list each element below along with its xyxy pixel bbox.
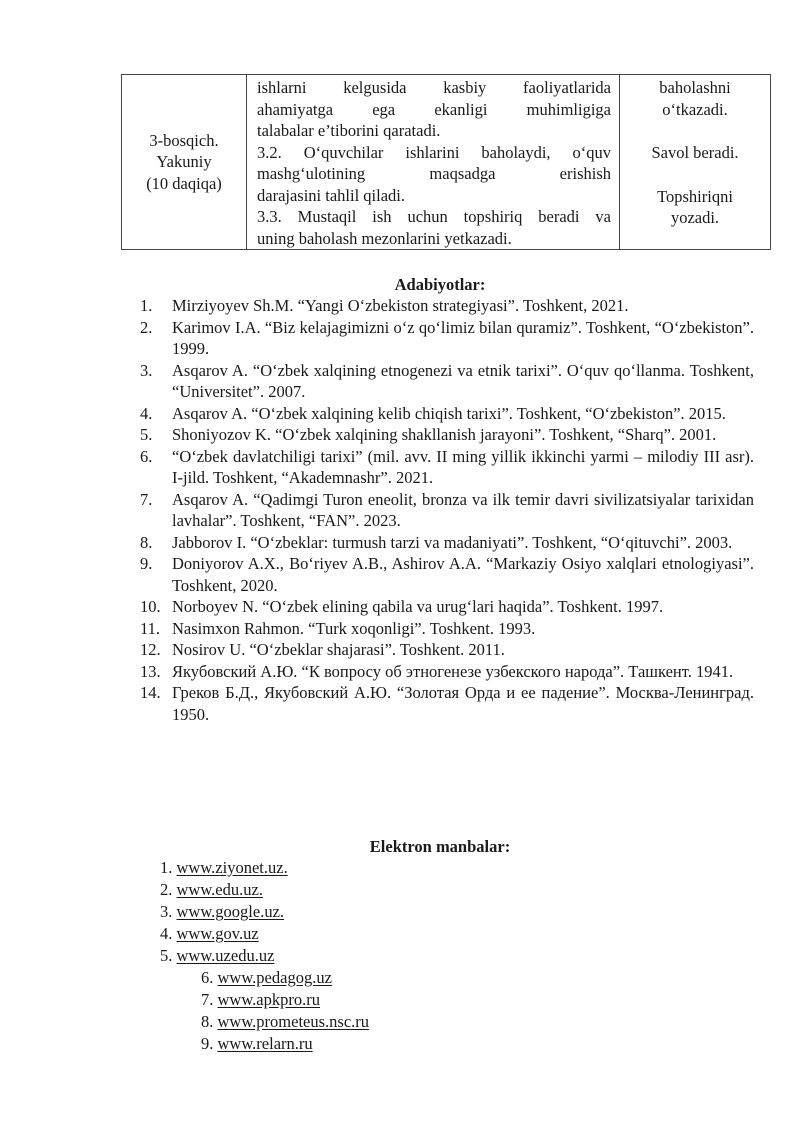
web-link[interactable]: www.relarn.ru — [217, 1034, 313, 1053]
list-item — [160, 945, 288, 967]
list-item — [201, 1033, 369, 1055]
student-line: baholashni — [659, 78, 731, 97]
electronic-sources-list-continued — [201, 967, 369, 1055]
teacher-line: darajasini tahlil qiladi. — [257, 185, 406, 205]
reference-text: Nasimxon Rahmon. “Turk xoqonligi”. Toshkent. 1993. — [172, 618, 536, 638]
references-heading: Adabiyotlar: — [394, 275, 486, 294]
reference-text: Karimov I.A. “Biz kelajagimizni o‘z qo‘limiz bilan quramiz”. Toshkent, “O‘zbekiston”. 1999. — [172, 317, 754, 358]
student-activity-cell — [620, 75, 771, 250]
stage-label-cell — [122, 75, 247, 250]
student-spacer — [620, 164, 770, 186]
list-item — [160, 901, 288, 923]
reference-text: Shoniyozov K. “O‘zbek xalqining shakllanish jarayoni”. Toshkent, “Sharq”. 2001. — [172, 425, 717, 444]
reference-item — [130, 639, 754, 661]
reference-number: 8. — [140, 532, 153, 552]
reference-item — [130, 618, 754, 640]
list-item — [201, 967, 369, 989]
reference-item — [130, 424, 754, 446]
teacher-line: 3.2. O‘quvchilar ishlarini baholaydi, o‘quv — [257, 142, 611, 162]
table-row — [122, 75, 771, 250]
reference-item — [130, 295, 754, 317]
reference-item — [130, 682, 754, 725]
student-line: Topshiriqni — [657, 186, 733, 206]
lesson-stage-table — [121, 74, 771, 250]
reference-number: 5. — [140, 425, 153, 444]
link-number: 9. — [201, 1034, 214, 1053]
references-list — [130, 295, 754, 725]
student-line: yozadi. — [670, 208, 720, 227]
teacher-activity-cell — [247, 75, 620, 250]
reference-text: Mirziyoyev Sh.M. “Yangi O‘zbekiston strategiyasi”. Toshkent, 2021. — [172, 296, 629, 315]
teacher-line: 3.3. Mustaqil ish uchun topshiriq beradi va — [257, 207, 611, 226]
teacher-line: mashg‘ulotining maqsadga erishish — [257, 164, 611, 183]
reference-item — [130, 317, 754, 360]
electronic-sources-list — [160, 857, 288, 967]
teacher-line: ahamiyatga ega ekanligi muhimligiga — [257, 99, 611, 119]
web-link[interactable]: www.uzedu.uz — [176, 946, 275, 965]
reference-number: 6. — [140, 446, 153, 466]
student-line: Savol beradi. — [651, 143, 739, 162]
web-link[interactable]: www.prometeus.nsc.ru — [217, 1012, 370, 1031]
reference-number: 4. — [140, 403, 153, 423]
web-link[interactable]: www.google.uz. — [176, 902, 285, 921]
reference-item — [130, 553, 754, 596]
reference-text: Norboyev N. “O‘zbek elining qabila va urug‘lari haqida”. Toshkent. 1997. — [172, 597, 664, 616]
reference-number: 7. — [140, 489, 153, 509]
electronic-sources-heading: Elektron manbalar: — [369, 837, 511, 856]
reference-number: 9. — [140, 554, 153, 573]
reference-item — [130, 596, 754, 618]
link-number: 2. — [160, 880, 173, 899]
reference-text: “O‘zbek davlatchiligi tarixi” (mil. avv. II ming yillik ikkinchi yarmi – milodiy III asr). I-jild. Toshkent, “Akademnashr”. 2021. — [172, 446, 754, 487]
web-link[interactable]: www.edu.uz. — [176, 880, 263, 899]
reference-text: Doniyorov A.X., Bo‘riyev A.B., Ashirov A.A. “Markaziy Osiyo xalqlari etnologiyasi”. Toshkent, 2020. — [172, 554, 754, 595]
list-item — [160, 923, 288, 945]
stage-duration: (10 daqiqa) — [146, 173, 222, 193]
reference-item — [130, 489, 754, 532]
link-number: 3. — [160, 902, 173, 921]
reference-item — [130, 532, 754, 554]
reference-text: Asqarov A. “Qadimgi Turon eneolit, bronza va ilk temir davri sivilizatsiyalar tarixidan lavhalar”. Toshkent, “FAN”. 2023. — [172, 489, 754, 530]
teacher-line: uning baholash mezonlarini yetkazadi. — [257, 228, 512, 248]
list-item — [160, 857, 288, 879]
reference-text: Греков Б.Д., Якубовский А.Ю. “Золотая Орда и ее падение”. Москва-Ленинград. 1950. — [172, 683, 754, 724]
link-number: 1. — [160, 858, 173, 877]
stage-number: 3-bosqich. — [149, 130, 219, 150]
link-number: 7. — [201, 990, 214, 1009]
link-number: 8. — [201, 1012, 214, 1031]
web-link[interactable]: www.ziyonet.uz. — [176, 858, 288, 877]
student-line: o‘tkazadi. — [662, 99, 728, 119]
reference-item — [130, 360, 754, 403]
reference-text: Asqarov A. “O‘zbek xalqining etnogenezi va etnik tarixi”. O‘quv qo‘llanma. Toshkent, “Universitet”. 2007. — [172, 360, 754, 401]
list-item — [201, 989, 369, 1011]
stage-name: Yakuniy — [156, 152, 212, 172]
reference-text: Asqarov A. “O‘zbek xalqining kelib chiqish tarixi”. Toshkent, “O‘zbekiston”. 2015. — [172, 403, 726, 423]
web-link[interactable]: www.gov.uz — [176, 924, 259, 943]
link-number: 4. — [160, 924, 173, 943]
reference-text: Jabborov I. “O‘zbeklar: turmush tarzi va madaniyati”. Toshkent, “O‘qituvchi”. 2003. — [172, 532, 733, 552]
reference-text: Nosirov U. “O‘zbeklar shajarasi”. Toshkent. 2011. — [172, 640, 505, 659]
web-link[interactable]: www.apkpro.ru — [217, 990, 320, 1009]
teacher-line: talabalar e’tiborini qaratadi. — [257, 121, 441, 140]
reference-number: 2. — [140, 317, 153, 337]
link-number: 5. — [160, 946, 173, 965]
reference-number: 11. — [140, 618, 161, 638]
link-number: 6. — [201, 968, 214, 987]
reference-number: 10. — [140, 597, 161, 616]
list-item — [201, 1011, 369, 1033]
reference-number: 14. — [140, 683, 161, 702]
list-item — [160, 879, 288, 901]
reference-number: 3. — [140, 360, 153, 380]
web-link[interactable]: www.pedagog.uz — [217, 968, 332, 987]
reference-item — [130, 403, 754, 425]
reference-number: 13. — [140, 661, 161, 681]
reference-number: 1. — [140, 296, 153, 315]
reference-text: Якубовский А.Ю. “К вопросу об этногенезе узбекского народа”. Ташкент. 1941. — [172, 661, 734, 681]
student-spacer — [620, 120, 770, 142]
teacher-line: ishlarni kelgusida kasbiy faoliyatlarida — [257, 78, 611, 97]
reference-item — [130, 661, 754, 683]
reference-number: 12. — [140, 640, 161, 659]
reference-item — [130, 446, 754, 489]
